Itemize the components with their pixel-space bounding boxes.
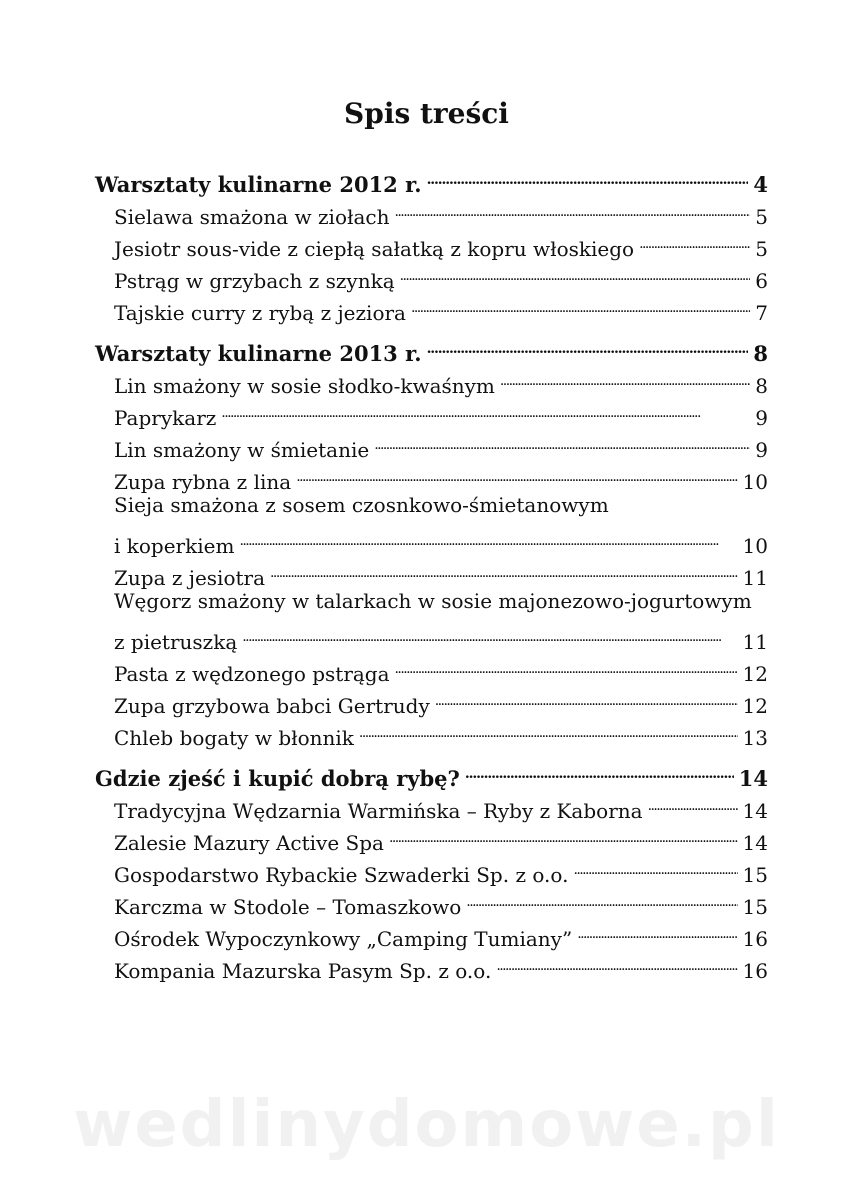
- entry-title: Tajskie curry z rybą z jeziora: [114, 301, 406, 325]
- entry-title: Zupa z jesiotra: [114, 566, 266, 590]
- dot-leader: [400, 256, 751, 288]
- page-number: 8: [753, 341, 768, 366]
- dot-leader: [270, 553, 738, 585]
- dot-leader: [466, 882, 737, 914]
- entry-title: Zupa rybna z lina: [114, 470, 292, 494]
- dot-leader: [496, 946, 737, 978]
- dot-leader: [573, 850, 737, 882]
- page-number: 5: [755, 205, 768, 229]
- entry-title: Pstrąg w grzybach z szynką: [114, 269, 395, 293]
- page-number: 16: [742, 927, 768, 951]
- entry-title: z pietruszką: [114, 630, 238, 654]
- page-number: 5: [755, 237, 768, 261]
- toc-section: [95, 754, 768, 983]
- page-number: 14: [738, 766, 768, 791]
- entry-title: Pasta z wędzonego pstrąga: [114, 662, 390, 686]
- page-number: 9: [755, 438, 768, 462]
- entry-title: Lin smażony w sosie słodko-kwaśnym: [114, 374, 495, 398]
- dot-leader: [465, 754, 734, 786]
- toc-entry-line: Węgorz smażony w talarkach w sosie majonezowo-jogurtowym: [114, 589, 752, 613]
- dot-leader: [359, 713, 738, 745]
- page-number: 15: [742, 895, 768, 919]
- dot-leader: [239, 521, 737, 553]
- entry-title: Ośrodek Wypoczynkowy „Camping Tumiany”: [114, 927, 573, 951]
- table-of-contents: [95, 160, 768, 987]
- entry-title: Zupa grzybowa babci Gertrudy: [114, 694, 430, 718]
- dot-leader: [500, 361, 750, 393]
- toc-section: [95, 160, 768, 325]
- page-number: 10: [742, 470, 768, 494]
- page-number: 8: [755, 374, 768, 398]
- section-title: Warsztaty kulinarne 2013 r.: [95, 341, 422, 366]
- entry-title: Lin smażony w śmietanie: [114, 438, 370, 462]
- entry-title: Sielawa smażona w ziołach: [114, 205, 390, 229]
- section-title: Gdzie zjeść i kupić dobrą rybę?: [95, 766, 460, 791]
- page-number: 14: [742, 799, 768, 823]
- page-number: 14: [742, 831, 768, 855]
- dot-leader: [648, 786, 738, 818]
- toc-section: [95, 329, 768, 750]
- page-number: 13: [742, 726, 768, 750]
- page-number: 6: [755, 269, 768, 293]
- page-number: 7: [755, 301, 768, 325]
- entry-title: Karczma w Stodole – Tomaszkowo: [114, 895, 462, 919]
- dot-leader: [435, 681, 738, 713]
- page-number: 12: [742, 662, 768, 686]
- dot-leader: [411, 288, 750, 320]
- toc-entry: [95, 521, 768, 558]
- entry-title: Zalesie Mazury Active Spa: [114, 831, 384, 855]
- dot-leader: [395, 649, 738, 681]
- entry-title: Paprykarz: [114, 406, 217, 430]
- dot-leader: [577, 914, 737, 946]
- toc-section-heading: [95, 329, 768, 366]
- toc-section-heading: [95, 160, 768, 197]
- page-number: 16: [742, 959, 768, 983]
- entry-title: Tradycyjna Wędzarnia Warmińska – Ryby z Kaborna: [114, 799, 643, 823]
- toc-entry: [95, 617, 768, 654]
- page-number: 12: [742, 694, 768, 718]
- page-number: 4: [753, 172, 768, 197]
- page-number: 15: [742, 863, 768, 887]
- page-number: 11: [742, 630, 768, 654]
- dot-leader: [427, 160, 749, 192]
- page-number: 9: [755, 406, 768, 430]
- section-title: Warsztaty kulinarne 2012 r.: [95, 172, 422, 197]
- dot-leader: [374, 425, 750, 457]
- dot-leader: [639, 224, 750, 256]
- page-number: 10: [742, 534, 768, 558]
- dot-leader: [242, 617, 737, 649]
- dot-leader: [389, 818, 738, 850]
- toc-entry-line: Sieja smażona z sosem czosnkowo-śmietanowym: [114, 493, 609, 517]
- toc-section-heading: [95, 754, 768, 791]
- dot-leader: [427, 329, 749, 361]
- page-number: 11: [742, 566, 768, 590]
- dot-leader: [296, 457, 737, 489]
- entry-title: Gospodarstwo Rybackie Szwaderki Sp. z o.o.: [114, 863, 569, 887]
- watermark: wedlinydomowe.pl: [73, 1088, 780, 1162]
- dot-leader: [221, 393, 750, 425]
- entry-title: Jesiotr sous-vide z ciepłą sałatką z kopru włoskiego: [114, 237, 635, 261]
- entry-title: Chleb bogaty w błonnik: [114, 726, 354, 750]
- dot-leader: [395, 192, 751, 224]
- entry-title: i koperkiem: [114, 534, 235, 558]
- page-title: Spis treści: [344, 97, 509, 130]
- entry-title: Kompania Mazurska Pasym Sp. z o.o.: [114, 959, 492, 983]
